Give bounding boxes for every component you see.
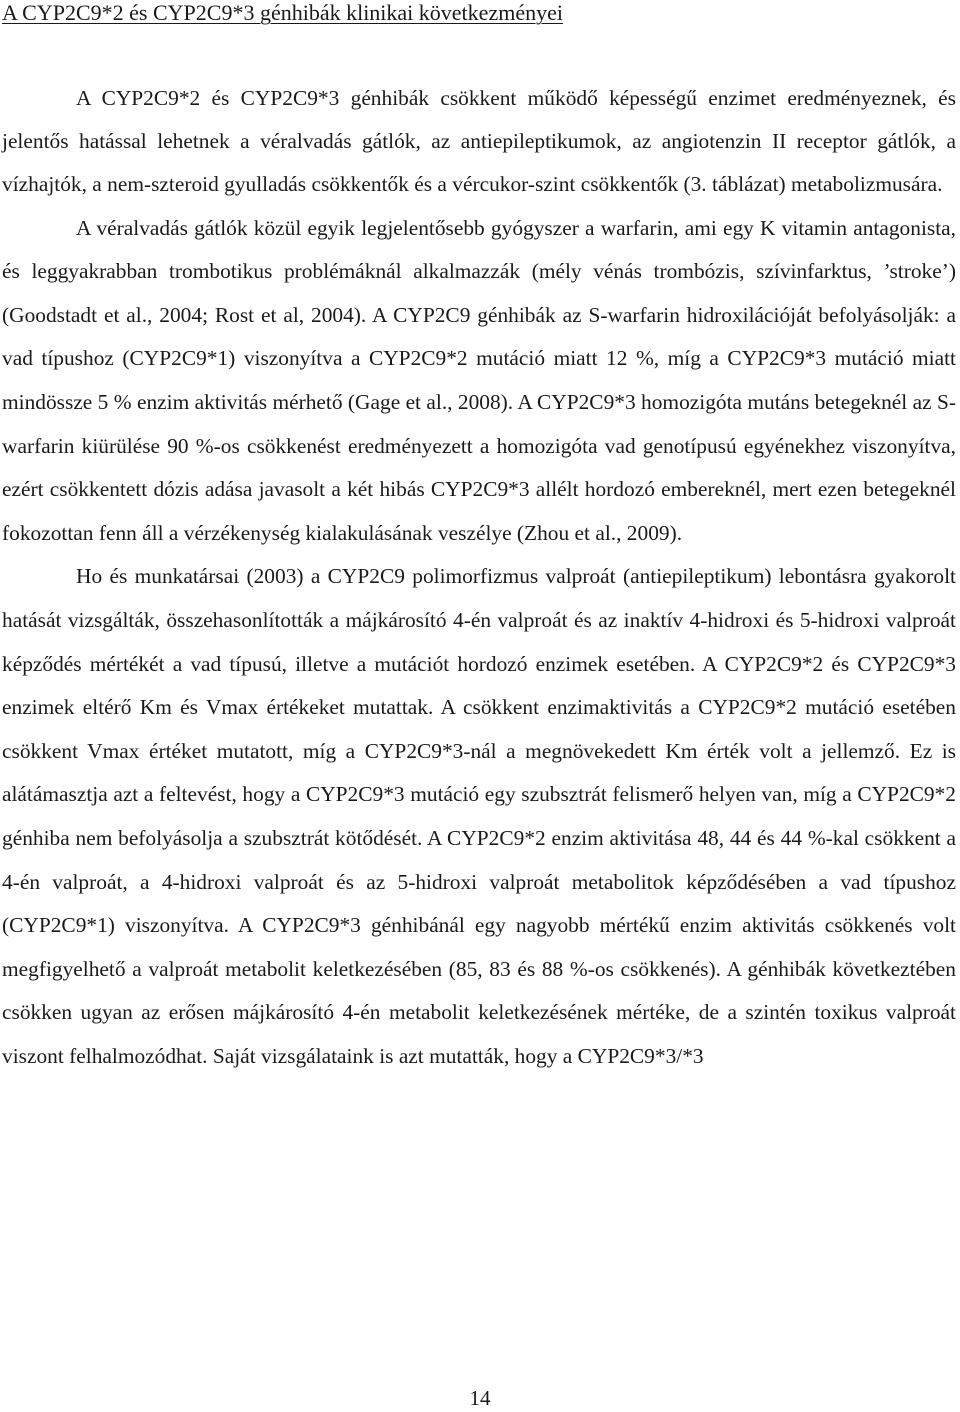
paragraph-3: Ho és munkatársai (2003) a CYP2C9 polimorfizmus valproát (antiepileptikum) lebontásra gyakorolt hatását vizsgálták, összehasonlították a májkárosító 4-én valproát és az inaktív 4-hidroxi és 5-hidroxi valproát képződés mértékét a vad típusú, illetve a mutációt hordozó enzimek esetében. A CYP2C9*2 és CYP2C9*3 enzimek eltérő Km és Vmax értékeket mutattak. A csökkent enzimaktivitás a CYP2C9*2 mutáció esetében csökkent Vmax értéket mutatott, míg a CYP2C9*3-nál a megnövekedett Km érték volt a jellemző. Ez is alátámasztja azt a feltevést, hogy a CYP2C9*3 mutáció egy szubsztrát felismerő helyen van, míg a CYP2C9*2 génhiba nem befolyásolja a szubsztrát kötődését. A CYP2C9*2 enzim aktivitása 48, 44 és 44 %-kal csökkent a 4-én valproát, a 4-hidroxi valproát és az 5-hidroxi valproát metabolitok képződésében a vad típushoz (CYP2C9*1) viszonyítva. A CYP2C9*3 génhibánál egy nagyobb mértékű enzim aktivitás csökkenés volt megfigyelhető a valproát metabolit keletkezésében (85, 83 és 88 %-os csökkenés). A génhibák következtében csökken ugyan az erősen májkárosító 4-én metabolit keletkezésének mértéke, de a szintén toxikus valproát viszont felhalmozódhat. Saját vizsgálataink is azt mutatták, hogy a CYP2C9*3/*3 [2,564,956,1068]
paragraph-1: A CYP2C9*2 és CYP2C9*3 génhibák csökkent működő képességű enzimet eredményeznek, és jelentős hatással lehetnek a véralvadás gátlók, az antiepileptikumok, az angiotenzin II receptor gátlók, a vízhajtók, a nem-szteroid gyulladás csökkentők és a vércukor-szint csökkentők (3. táblázat) metabolizmusára. [2,86,956,197]
body-text [2,77,956,1078]
page-number: 14 [469,1386,491,1410]
paragraph-2: A véralvadás gátlók közül egyik legjelentősebb gyógyszer a warfarin, ami egy K vitamin antagonista, és leggyakrabban trombotikus problémáknál alkalmazzák (mély vénás trombózis, szívinfarktus, ’stroke’) (Goodstadt et al., 2004; Rost et al, 2004). A CYP2C9 génhibák az S-warfarin hidroxilációját befolyásolják: a vad típushoz (CYP2C9*1) viszonyítva a CYP2C9*2 mutáció miatt 12 %, míg a CYP2C9*3 mutáció miatt mindössze 5 % enzim aktivitás mérhető (Gage et al., 2008). A CYP2C9*3 homozigóta mutáns betegeknél az S-warfarin kiürülése 90 %-os csökkenést eredményezett a homozigóta vad genotípusú egyénekhez viszonyítva, ezért csökkentett dózis adása javasolt a két hibás CYP2C9*3 allélt hordozó embereknél, mert ezen betegeknél fokozottan fenn áll a vérzékenység kialakulásának veszélye (Zhou et al., 2009). [2,215,956,545]
section-heading: A CYP2C9*2 és CYP2C9*3 génhibák klinikai következményei [2,0,563,25]
